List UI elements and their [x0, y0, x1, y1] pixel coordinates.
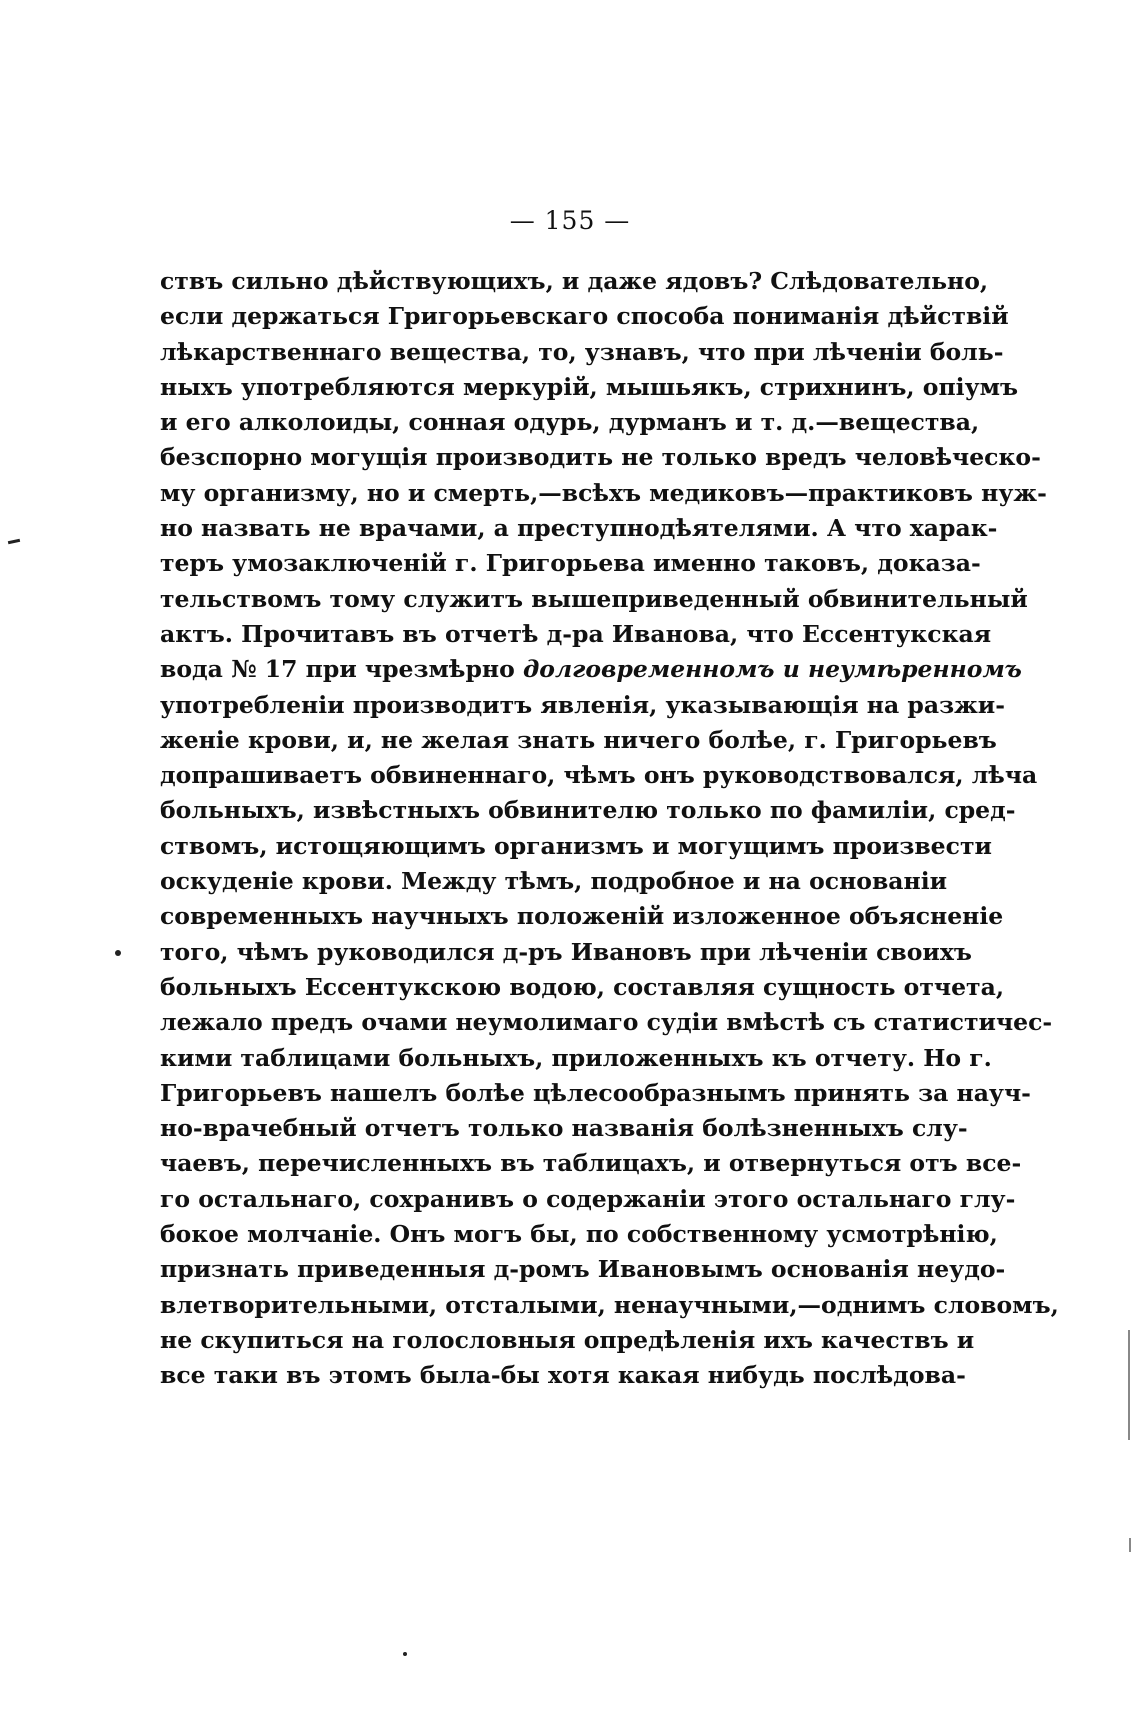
text-line: безспорно могущія производить не только вредъ человѣческо-: [160, 443, 1041, 472]
text-line: бокое молчаніе. Онъ могъ бы, по собственному усмотрѣнію,: [160, 1220, 998, 1249]
text-line: ствъ сильно дѣйствующихъ, и даже ядовъ? Слѣдовательно,: [160, 267, 989, 295]
text-line: не скупиться на голословныя опредѣленія ихъ качествъ и: [160, 1325, 975, 1354]
scan-speck: [403, 1652, 407, 1656]
text-line: лѣкарственнаго вещества, то, узнавъ, что при лѣченіи боль-: [160, 337, 1004, 366]
text-line: лежало предъ очами неумолимаго судіи вмѣстѣ съ статистичес-: [160, 1008, 1053, 1037]
body-text: [160, 264, 1059, 1394]
text-line-italic-phrase: [160, 652, 1022, 687]
scan-speck: [115, 950, 121, 956]
text-line: но-врачебный отчетъ только названія болѣзненныхъ слу-: [160, 1114, 968, 1143]
text-line: больныхъ Ессентукскою водою, составляя сущность отчета,: [160, 972, 1005, 1001]
text-line: современныхъ научныхъ положеній изложенное объясненіе: [160, 902, 1004, 931]
text-line: и его алколоиды, сонная одурь, дурманъ и т. д.—вещества,: [160, 408, 980, 437]
text-line: тельствомъ тому служитъ вышеприведенный обвинительный: [160, 584, 1028, 613]
text-line: кими таблицами больныхъ, приложенныхъ къ отчету. Но г.: [160, 1043, 992, 1072]
text-line: актъ. Прочитавъ въ отчетѣ д-ра Иванова, что Ессентукская: [160, 619, 992, 648]
text-line: Григорьевъ нашелъ болѣе цѣлесообразнымъ принять за науч-: [160, 1078, 1031, 1107]
scan-edge-mark: [1129, 1538, 1131, 1552]
italic-phrase: долговременномъ и неумѣренномъ: [522, 655, 1022, 684]
text-line: оскуденіе крови. Между тѣмъ, подробное и на основаніи: [160, 867, 948, 896]
text-line: влетворительными, отсталыми, ненаучными,—однимъ словомъ,: [160, 1290, 1059, 1319]
scan-edge-mark: [1128, 1330, 1130, 1440]
text-line: но назвать не врачами, а преступнодѣятелями. А что харак-: [160, 514, 998, 543]
text-line: употребленіи производитъ явленія, указывающія на разжи-: [160, 690, 1005, 719]
text-line: му организму, но и смерть,—всѣхъ медиковъ—практиковъ нуж-: [160, 478, 1047, 507]
text-line: все таки въ этомъ была-бы хотя какая нибудь послѣдова-: [160, 1361, 966, 1390]
page-number: — 155 —: [509, 206, 631, 235]
text-line: ныхъ употребляются меркурій, мышьякъ, стрихнинъ, опіумъ: [160, 372, 1019, 401]
text-line: ствомъ, истощяющимъ организмъ и могущимъ произвести: [160, 831, 992, 860]
text-line: признать приведенныя д-ромъ Ивановымъ основанія неудо-: [160, 1255, 1006, 1284]
text-line: больныхъ, извѣстныхъ обвинителю только по фамиліи, сред-: [160, 796, 1016, 825]
text-line: женіе крови, и, не желая знать ничего болѣе, г. Григорьевъ: [160, 725, 997, 754]
text-line: допрашиваетъ обвиненнаго, чѣмъ онъ руководствовался, лѣча: [160, 761, 1038, 790]
text-line: го остальнаго, сохранивъ о содержаніи этого остальнаго глу-: [160, 1184, 1016, 1213]
scan-mark: [8, 539, 20, 544]
text-line: если держаться Григорьевскаго способа пониманія дѣйствій: [160, 302, 1009, 331]
line-part: вода № 17 при чрезмѣрно: [160, 655, 523, 684]
text-line: теръ умозаключеній г. Григорьева именно таковъ, доказа-: [160, 549, 981, 578]
text-line: того, чѣмъ руководился д-ръ Ивановъ при лѣченіи своихъ: [160, 937, 972, 966]
text-line: чаевъ, перечисленныхъ въ таблицахъ, и отвернуться отъ все-: [160, 1149, 1022, 1178]
